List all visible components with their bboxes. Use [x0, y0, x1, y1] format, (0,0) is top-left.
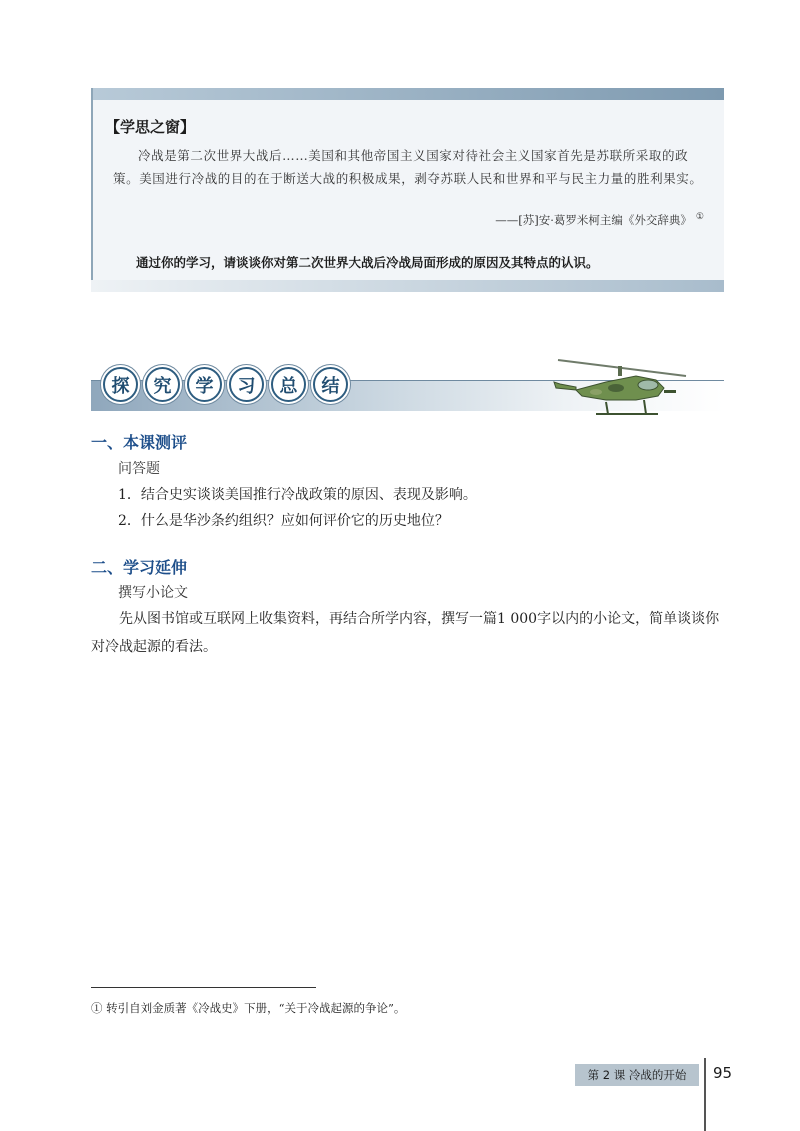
section-heading: 二、学习延伸: [91, 558, 188, 577]
box-top-bar: [91, 88, 724, 100]
page-number: 95: [713, 1064, 733, 1082]
footnote-marker[interactable]: ①: [695, 212, 704, 223]
chapter-label: 第 2 课 冷战的开始: [575, 1064, 699, 1086]
essay-instruction: 先从图书馆或互联网上收集资料，再结合所学内容，撰写一篇1 000字以内的小论文，简单谈谈你对冷战起源的看法。: [91, 611, 720, 655]
question-item: 2．什么是华沙条约组织？应如何评价它的历史地位？: [118, 513, 449, 529]
box-quote: 冷战是第二次世界大战后……美国和其他帝国主义国家对待社会主义国家首先是苏联所采取的政策。美国进行冷战的目的在于断送大战的积极成果，剥夺苏联人民和世界和平与民主力量的胜利果实。: [113, 148, 703, 186]
banner-char: 学: [187, 367, 222, 402]
banner-char: 习: [229, 367, 264, 402]
banner-title: [103, 367, 348, 402]
study-window-box: [91, 88, 724, 292]
box-title: 【学思之窗】: [105, 118, 196, 136]
page-number-divider: [704, 1058, 706, 1131]
footnote-divider: [91, 987, 316, 988]
footnote: ① 转引自刘金质著《冷战史》下册，“关于冷战起源的争论”。: [91, 1001, 406, 1015]
box-source-text: ——[苏]安·葛罗米柯主编《外交辞典》: [495, 213, 692, 227]
box-left-bar: [91, 88, 93, 292]
sub-heading: 问答题: [118, 461, 160, 477]
box-source: [495, 212, 704, 228]
question-item: 1．结合史实谈谈美国推行冷战政策的原因、表现及影响。: [118, 487, 477, 503]
box-bottom-bar: [91, 280, 724, 292]
banner-char: 探: [103, 367, 138, 402]
banner-char: 总: [271, 367, 306, 402]
section-heading: 一、本课测评: [91, 433, 188, 452]
box-question: 通过你的学习，请谈谈你对第二次世界大战后冷战局面形成的原因及其特点的认识。: [136, 255, 599, 270]
banner-char: 结: [313, 367, 348, 402]
sub-heading: 撰写小论文: [118, 585, 188, 601]
banner-char: 究: [145, 367, 180, 402]
helicopter-icon: [546, 354, 696, 426]
